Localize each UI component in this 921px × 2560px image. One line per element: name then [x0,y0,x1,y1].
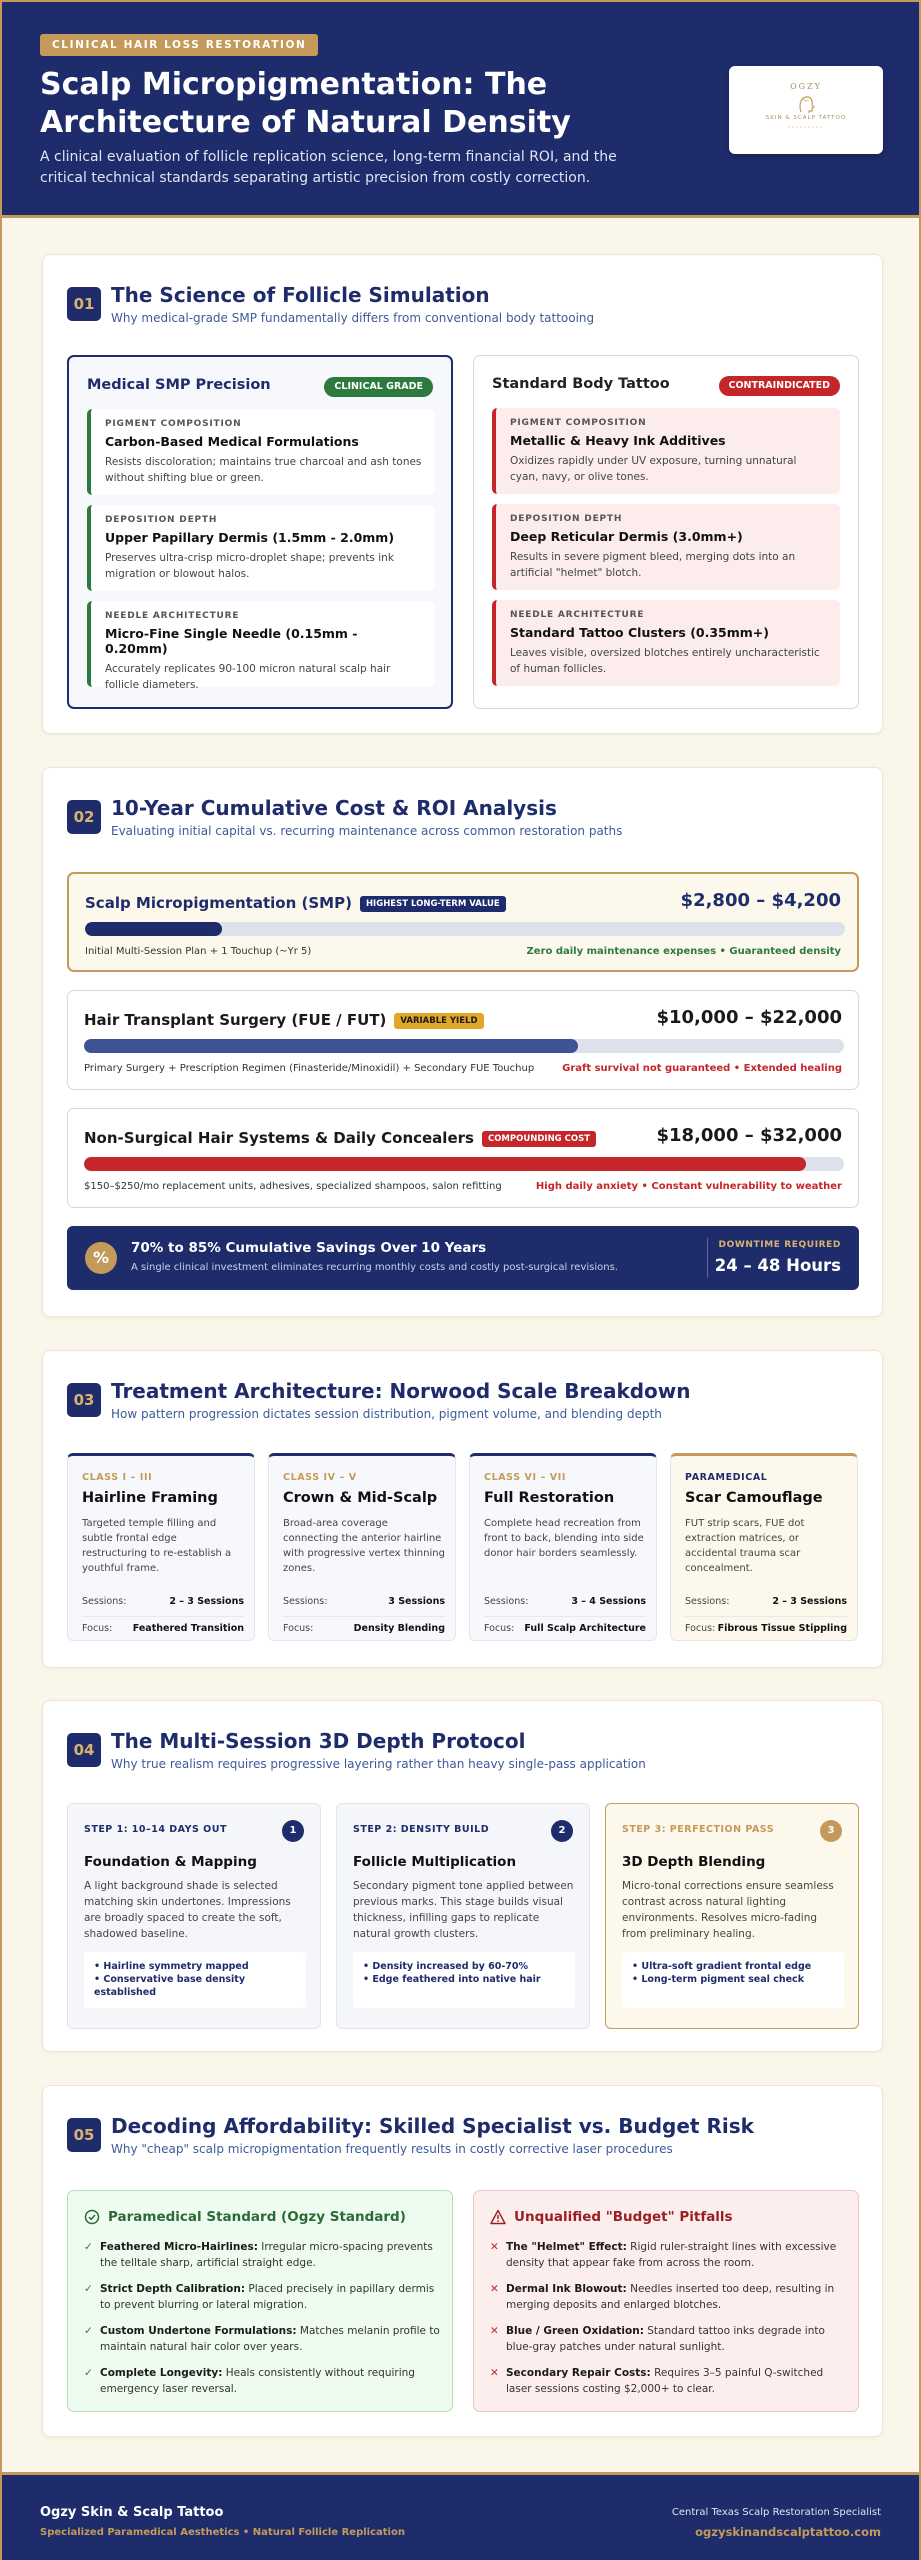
treatment-desc: FUT strip scars, FUE dot extraction matrices, or accidental trauma scar concealment. [685,1518,805,1574]
feature-title: Standard Tattoo Clusters (0.35mm+) [510,625,769,640]
step-number-badge: 1 [282,1820,304,1842]
sessions-label: Sessions: [283,1596,328,1607]
hero-kicker: CLINICAL HAIR LOSS RESTORATION [40,34,318,56]
feature-title: Deep Reticular Dermis (3.0mm+) [510,529,743,544]
check-icon: ✓ [84,2283,93,2295]
page-subtitle: A clinical evaluation of follicle replication science, long-term financial ROI, and the critical technical standards separating artistic precision from costly correction. [40,149,617,186]
item-lead: Complete Longevity: [100,2367,223,2379]
focus-row [484,1616,646,1634]
percent-icon: % [85,1242,117,1274]
cost-detail: Initial Multi-Session Plan + 1 Touchup (~Yr 5) [85,946,312,957]
item-text: Irregular micro-spacing prevents the telltale sharp, artificial straight edge. [100,2241,433,2269]
item-text: Heals consistently without requiring emergency laser reversal. [100,2367,415,2395]
cost-note: Graft survival not guaranteed • Extended healing [562,1063,842,1074]
step-points [84,1952,306,2008]
step-point: • Ultra-soft gradient frontal edge [632,1961,812,1972]
cost-row-transplant [67,990,859,1090]
protocol-step [336,1803,590,2029]
step-number-badge: 3 [820,1820,842,1842]
feature-kicker: DEPOSITION DEPTH [510,514,623,524]
cost-detail: Primary Surgery + Prescription Regimen (Finasteride/Minoxidil) + Secondary FUE Touchup [84,1063,535,1074]
footer-website-link[interactable]: ogzyskinandscalptattoo.com [695,2525,881,2539]
item-text: Needles inserted too deep, resulting in merging deposits and enlarged blotches. [506,2283,835,2311]
item-lead: Secondary Repair Costs: [506,2367,651,2379]
focus-row [685,1616,847,1634]
cost-name [84,1129,596,1147]
norwood-class: CLASS IV – V [283,1472,357,1483]
clinical-grade-badge: CLINICAL GRADE [324,377,433,397]
feature-item [87,505,435,591]
footer-tagline: Specialized Paramedical Aesthetics • Natural Follicle Replication [40,2527,405,2538]
item-lead: The "Helmet" Effect: [506,2241,627,2253]
treatment-card-paramedical [670,1453,858,1641]
feature-item [87,409,435,495]
cost-bar-fill [84,1157,806,1171]
cost-bar-track [85,922,845,936]
treatment-card [268,1453,456,1641]
sessions-value: 3 – 4 Sessions [571,1596,646,1607]
sessions-row [82,1596,244,1607]
step-desc: A light background shade is selected matching skin undertones. Impressions are broadly spaced to create the soft, shadowed baseline. [84,1880,291,1940]
downtime-value: 24 – 48 Hours [714,1256,841,1275]
affordability-section [42,2085,883,2437]
panel-title: Unqualified "Budget" Pitfalls [514,2209,733,2225]
feature-kicker: PIGMENT COMPOSITION [510,418,647,428]
medical-smp-panel [67,355,453,709]
page-footer [2,2472,919,2560]
treatment-desc: Broad-area coverage connecting the anterior hairline with progressive vertex thinning zones. [283,1518,445,1574]
sessions-value: 2 – 3 Sessions [169,1596,244,1607]
warning-triangle-icon [490,2209,506,2225]
section-subtitle: Why "cheap" scalp micropigmentation frequently results in costly corrective laser procedures [111,2142,673,2156]
list-item [490,2323,846,2355]
item-text: Standard tattoo inks degrade into blue-gray patches under natural sunlight. [506,2325,825,2353]
treatment-desc: Complete head recreation from front to back, blending into side donor hair borders seamlessly. [484,1518,644,1559]
cost-name [84,1011,484,1029]
list-item [84,2365,440,2397]
section-subtitle: How pattern progression dictates session distribution, pigment volume, and blending depth [111,1407,662,1421]
cost-note: Zero daily maintenance expenses • Guaranteed density [526,946,841,957]
value-tag: HIGHEST LONG-TERM VALUE [360,896,506,912]
focus-row [82,1616,244,1634]
focus-value: Feathered Transition [132,1623,244,1634]
focus-value: Density Blending [353,1623,445,1634]
step-desc: Micro-tonal corrections ensure seamless contrast across natural lighting environments. Resolves micro-fading from preliminary healing. [622,1880,834,1940]
treatment-card [469,1453,657,1641]
footer-region: Central Texas Scalp Restoration Specialist [671,2507,881,2518]
budget-pitfalls-panel [473,2190,859,2412]
science-section [42,254,883,734]
feature-desc: Preserves ultra-crisp micro-droplet shape; prevents ink migration or blowout halos. [105,552,394,580]
treatment-card [67,1453,255,1641]
feature-item [87,601,435,691]
cost-price: $2,800 – $4,200 [680,890,841,911]
downtime-label: DOWNTIME REQUIRED [718,1240,841,1250]
logo-name: OGZY [790,82,822,91]
section-number: 01 [67,287,101,321]
sessions-value: 2 – 3 Sessions [772,1596,847,1607]
cost-price: $18,000 – $32,000 [656,1125,842,1146]
treatment-title: Crown & Mid-Scalp [283,1490,438,1506]
step-desc: Secondary pigment tone applied between previous marks. This stage builds visual thickness, infilling gaps to replicate natural growth clusters. [353,1880,574,1940]
step-points [622,1952,844,2008]
section-title: Treatment Architecture: Norwood Scale Breakdown [111,1379,691,1403]
focus-value: Full Scalp Architecture [524,1623,646,1634]
section-title: Decoding Affordability: Skilled Specialist vs. Budget Risk [111,2114,754,2138]
panel-title: Paramedical Standard (Ogzy Standard) [108,2209,406,2225]
section-title: The Science of Follicle Simulation [111,283,490,307]
step-points [353,1952,575,2008]
cost-name-label: Scalp Micropigmentation (SMP) [85,894,352,912]
section-number: 05 [67,2118,101,2152]
yield-tag: VARIABLE YIELD [394,1013,483,1029]
step-point: • Conservative base density established [94,1974,246,1998]
treatment-title: Hairline Framing [82,1490,218,1506]
focus-row [283,1616,445,1634]
treatment-title: Full Restoration [484,1490,615,1506]
feature-kicker: DEPOSITION DEPTH [105,515,218,525]
cross-icon: ✕ [490,2367,499,2379]
cost-row-smp [67,872,859,972]
list-item [84,2281,440,2313]
brand-logo [729,66,883,154]
item-lead: Custom Undertone Formulations: [100,2325,297,2337]
step-title: Foundation & Mapping [84,1854,257,1870]
page-title: Scalp Micropigmentation: The Architecture of Natural Density [40,67,571,140]
step-title: Follicle Multiplication [353,1854,517,1870]
list-item [490,2239,846,2271]
focus-label: Focus: [283,1623,314,1634]
cross-icon: ✕ [490,2241,499,2253]
logo-tagline: SKIN & SCALP TATTOO [765,115,847,121]
cost-price: $10,000 – $22,000 [656,1007,842,1028]
check-icon: ✓ [84,2241,93,2253]
item-text: Matches melanin profile to maintain natural hair color over years. [100,2325,440,2353]
focus-label: Focus: [685,1623,716,1634]
hero-header [2,2,919,218]
item-text: Requires 3–5 painful Q-switched laser sessions costing $2,000+ to clear. [506,2367,824,2395]
savings-banner [67,1226,859,1290]
feature-desc: Leaves visible, oversized blotches entirely uncharacteristic of human follicles. [510,647,820,675]
protocol-step [67,1803,321,2029]
step-kicker: STEP 2: DENSITY BUILD [353,1824,490,1835]
sessions-value: 3 Sessions [388,1596,445,1607]
sessions-row [685,1596,847,1607]
compounding-tag: COMPOUNDING COST [482,1131,596,1147]
cost-bar-track [84,1039,844,1053]
protocol-section [42,1700,883,2052]
divider [707,1238,708,1278]
treatment-title: Scar Camouflage [685,1490,823,1506]
cost-name-label: Hair Transplant Surgery (FUE / FUT) [84,1011,387,1029]
feature-title: Carbon-Based Medical Formulations [105,434,359,449]
feature-item [492,408,840,494]
list-item [490,2365,846,2397]
step-point: • Long-term pigment seal check [632,1974,805,1985]
feature-desc: Oxidizes rapidly under UV exposure, turning unnatural cyan, navy, or olive tones. [510,455,797,483]
step-point: • Density increased by 60-70% [363,1961,529,1972]
feature-desc: Resists discoloration; maintains true charcoal and ash tones without shifting blue or green. [105,456,422,484]
savings-desc: A single clinical investment eliminates recurring monthly costs and costly post-surgical revisions. [131,1262,618,1273]
section-title: 10-Year Cumulative Cost & ROI Analysis [111,796,557,820]
step-number-badge: 2 [551,1820,573,1842]
cross-icon: ✕ [490,2283,499,2295]
head-silhouette-icon [795,94,817,114]
check-icon: ✓ [84,2325,93,2337]
sessions-label: Sessions: [484,1596,529,1607]
cost-row-systems [67,1108,859,1208]
panel-title: Standard Body Tattoo [492,376,670,392]
check-icon: ✓ [84,2367,93,2379]
step-point: • Edge feathered into native hair [363,1974,541,1985]
feature-title: Upper Papillary Dermis (1.5mm - 2.0mm) [105,530,395,545]
focus-value: Fibrous Tissue Stippling [717,1623,847,1634]
check-circle-icon [84,2209,100,2225]
item-lead: Blue / Green Oxidation: [506,2325,644,2337]
step-kicker: STEP 3: PERFECTION PASS [622,1824,775,1835]
cost-detail: $150–$250/mo replacement units, adhesives, specialized shampoos, salon refitting [84,1181,502,1192]
step-title: 3D Depth Blending [622,1854,766,1870]
panel-title: Medical SMP Precision [87,377,271,393]
standard-tattoo-panel [473,355,859,709]
cost-bar-fill [84,1039,578,1053]
savings-title: 70% to 85% Cumulative Savings Over 10 Years [131,1240,487,1256]
treatment-section [42,1350,883,1668]
norwood-class: PARAMEDICAL [685,1472,768,1483]
step-point: • Hairline symmetry mapped [94,1961,249,1972]
protocol-step-final [605,1803,859,2029]
feature-desc: Results in severe pigment bleed, merging dots into an artificial "helmet" blotch. [510,551,796,579]
list-item [490,2281,846,2313]
item-text: Placed precisely in papillary dermis to prevent blurring or lateral migration. [100,2283,435,2311]
contraindicated-badge: CONTRAINDICATED [719,376,841,396]
cost-note: High daily anxiety • Constant vulnerability to weather [535,1181,842,1192]
norwood-class: CLASS I – III [82,1472,153,1483]
item-lead: Strict Depth Calibration: [100,2283,246,2295]
paramedical-standard-panel [67,2190,453,2412]
feature-desc: Accurately replicates 90-100 micron natural scalp hair follicle diameters. [105,663,391,691]
footer-brand: Ogzy Skin & Scalp Tattoo [40,2505,224,2520]
logo-flourish-icon [786,124,826,130]
sessions-row [484,1596,646,1607]
sessions-label: Sessions: [82,1596,127,1607]
item-text: Rigid ruler-straight lines with excessive density that appear fake from across the room. [506,2241,837,2269]
section-subtitle: Why true realism requires progressive layering rather than heavy single-pass application [111,1757,646,1771]
section-title: The Multi-Session 3D Depth Protocol [111,1729,526,1753]
cost-bar-track [84,1157,844,1171]
list-item [84,2239,440,2271]
cost-section [42,767,883,1317]
section-number: 04 [67,1733,101,1767]
cross-icon: ✕ [490,2325,499,2337]
feature-title: Metallic & Heavy Ink Additives [510,433,726,448]
feature-item [492,504,840,590]
feature-kicker: NEEDLE ARCHITECTURE [105,611,240,621]
sessions-row [283,1596,445,1607]
focus-label: Focus: [82,1623,113,1634]
section-number: 02 [67,800,101,834]
step-kicker: STEP 1: 10–14 DAYS OUT [84,1824,227,1835]
section-subtitle: Why medical-grade SMP fundamentally differs from conventional body tattooing [111,311,595,325]
section-subtitle: Evaluating initial capital vs. recurring maintenance across common restoration paths [111,824,623,838]
list-item [84,2323,440,2355]
cost-name [85,894,506,912]
feature-item [492,600,840,686]
feature-kicker: PIGMENT COMPOSITION [105,419,242,429]
feature-title: Micro-Fine Single Needle (0.15mm - 0.20mm) [105,626,358,656]
cost-name-label: Non-Surgical Hair Systems & Daily Concealers [84,1129,474,1147]
norwood-class: CLASS VI – VII [484,1472,567,1483]
sessions-label: Sessions: [685,1596,730,1607]
treatment-desc: Targeted temple filling and subtle frontal edge restructuring to re-establish a youthful frame. [82,1518,232,1574]
item-lead: Feathered Micro-Hairlines: [100,2241,258,2253]
feature-kicker: NEEDLE ARCHITECTURE [510,610,645,620]
section-number: 03 [67,1383,101,1417]
item-lead: Dermal Ink Blowout: [506,2283,627,2295]
cost-bar-fill [85,922,222,936]
focus-label: Focus: [484,1623,515,1634]
